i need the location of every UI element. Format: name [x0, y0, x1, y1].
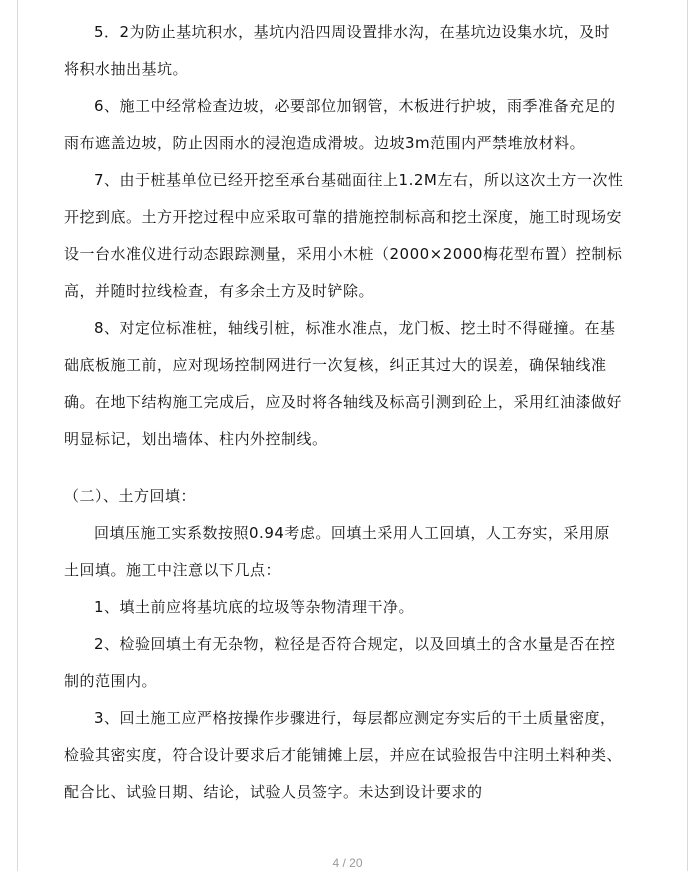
paragraph-7: 7、由于桩基单位已经开挖至承台基础面往上1.2M左右，所以这次土方一次性开挖到底。土方开挖过程中应采取可靠的措施控制标高和挖土深度，施工时现场安设一台水准仪进行动态跟踪测量，采用小木桩（2000×2000梅花型布置）控制标高，并随时拉线检查，有多余土方及时铲除。 — [64, 171, 624, 300]
backfill-item-1: 1、填土前应将基坑底的垃圾等杂物清理干净。 — [94, 598, 415, 616]
paragraph-6: 6、施工中经常检查边坡，必要部位加钢管，木板进行护坡，雨季准备充足的雨布遮盖边坡，防止因雨水的浸泡造成滑坡。边坡3m范围内严禁堆放材料。 — [64, 97, 616, 152]
paragraph-8: 8、对定位标准桩，轴线引桩，标准水准点，龙门板、挖土时不得碰撞。在基础底板施工前，应对现场控制网进行一次复核，纠正其过大的误差，确保轴线准确。在地下结构施工完成后，应及时将各轴线及标高引测到砼上，采用红油漆做好明显标记，划出墙体、柱内外控制线。 — [64, 319, 623, 448]
section-heading-backfill: （二）、土方回填： — [64, 487, 197, 505]
backfill-intro-paragraph: 回填压施工实系数按照0.94考虑。回填土采用人工回填，人工夯实，采用原土回填。施工中注意以下几点： — [64, 524, 610, 579]
paragraph-5-2: 5．2为防止基坑积水，基坑内沿四周设置排水沟，在基坑边设集水坑，及时将积水抽出基坑。 — [64, 23, 611, 78]
page-left-border — [17, 0, 18, 871]
backfill-item-2: 2、检验回填土有无杂物，粒径是否符合规定，以及回填土的含水量是否在控制的范围内。 — [64, 635, 616, 690]
page-right-border — [687, 0, 688, 871]
backfill-item-3: 3、回土施工应严格按操作步骤进行，每层都应测定夯实后的干土质量密度，检验其密实度，符合设计要求后才能铺摊上层，并应在试验报告中注明土料种类、配合比、试验日期、结论，试验人员签字。未达到设计要求的 — [64, 709, 623, 801]
page-indicator: 4 / 20 — [332, 856, 363, 870]
document-body — [64, 14, 624, 811]
